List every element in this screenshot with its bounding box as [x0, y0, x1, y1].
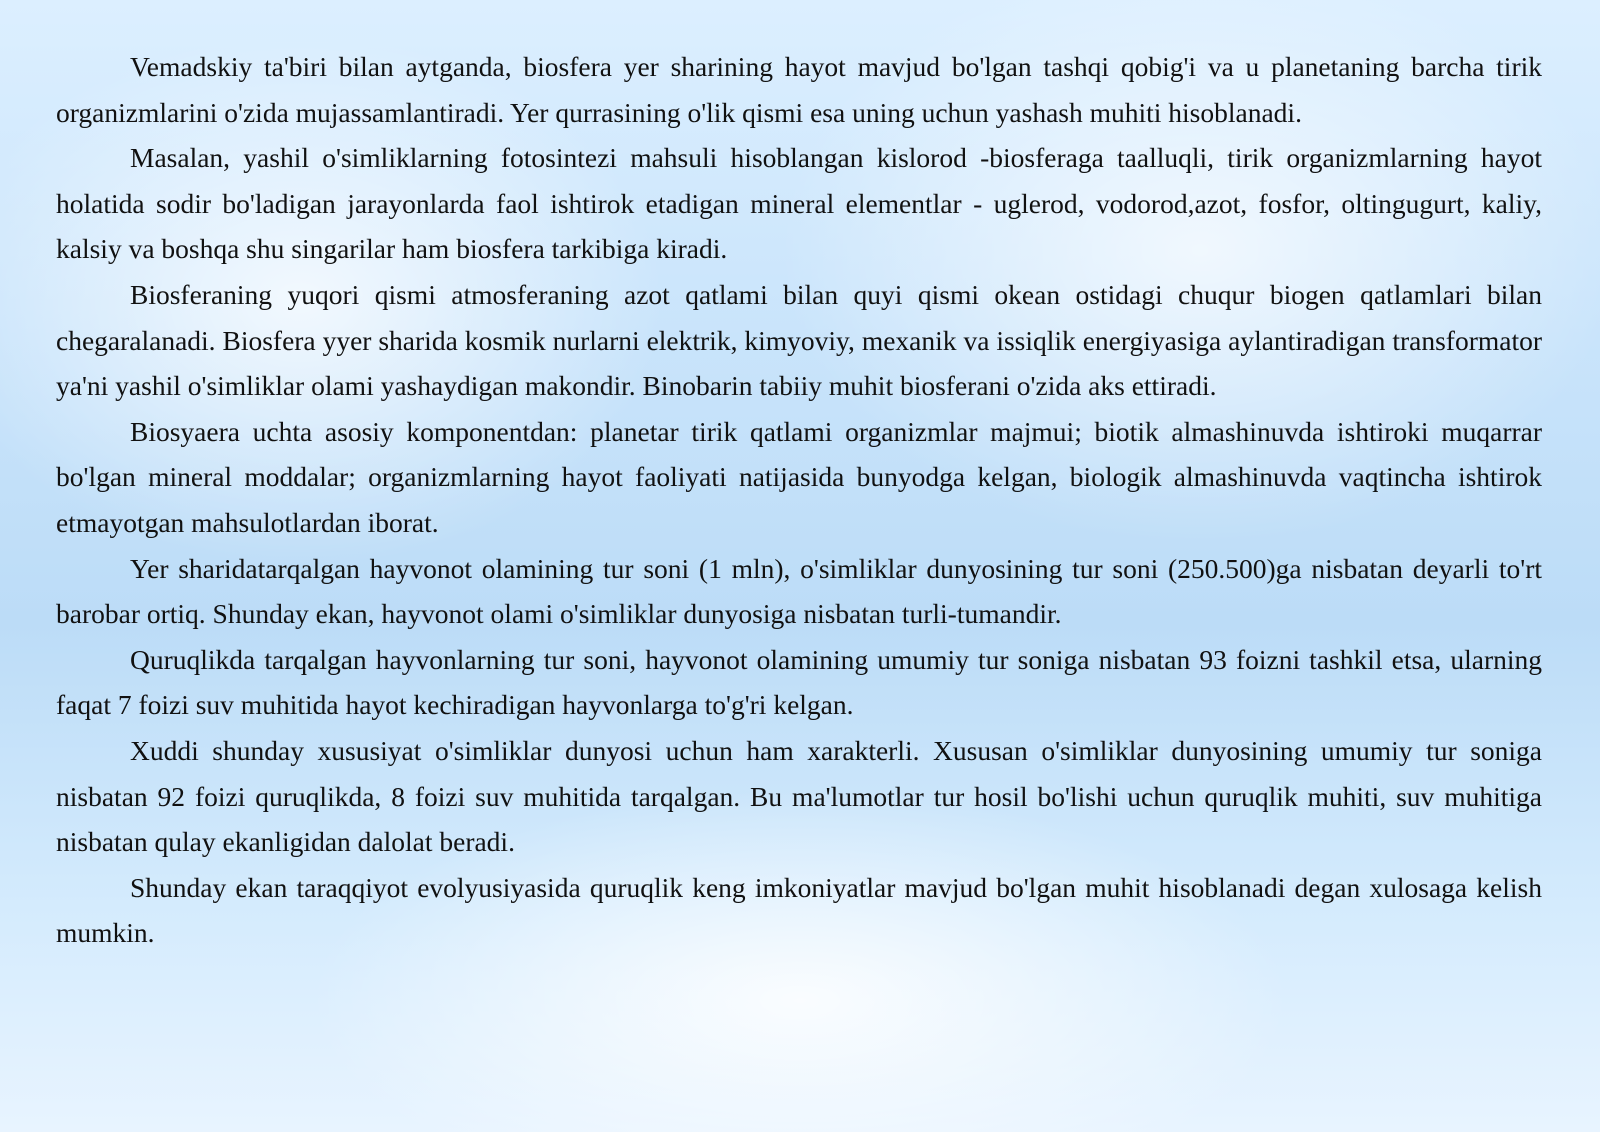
paragraph-7: Xuddi shunday xususiyat o'simliklar dunyosi uchun ham xarakterli. Xususan o'simliklar dunyosining umumiy tur soniga nisbatan 92 foizi quruqlikda, 8 foizi suv muhitida tarqalgan. Bu ma'lumotlar tur hosil bo'lishi uchun quruqlik muhiti, suv muhitiga nisbatan qulay ekanligidan dalolat beradi. [56, 734, 1542, 858]
paragraph-5: Yer sharidatarqalgan hayvonot olamining tur soni (1 mln), o'simliklar dunyosining tur soni (250.500)ga nisbatan deyarli to'rt barobar ortiq. Shunday ekan, hayvonot olami o'simliklar dunyosiga nisbatan turli-tumandir. [56, 552, 1542, 630]
paragraph-8: Shunday ekan taraqqiyot evolyusiyasida quruqlik keng imkoniyatlar mavjud bo'lgan muhit hisoblanadi degan xulosaga kelish mumkin. [56, 871, 1542, 949]
paragraph-4: Biosyaera uchta asosiy komponentdan: planetar tirik qatlami organizmlar majmui; biotik almashinuvda ishtiroki muqarrar bo'lgan mineral moddalar; organizmlarning hayot faoliyati natijasida bunyodga kelgan, biologik almashinuvda vaqtincha ishtirok etmayotgan mahsulotlardan iborat. [56, 415, 1542, 538]
paragraph-6: Quruqlikda tarqalgan hayvonlarning tur soni, hayvonot olamining umumiy tur soniga nisbatan 93 foizni tashkil etsa, ularning faqat 7 foizi suv muhitida hayot kechiradigan hayvonlarga to'g'ri kelgan. [56, 643, 1542, 721]
paragraph-1: Vemadskiy ta'biri bilan aytganda, biosfera yer sharining hayot mavjud bo'lgan tashqi qobig'i va u planetaning barcha tirik organizmlarini o'zida mujassamlantiradi. Yer qurrasining o'lik qismi esa uning uchun yashash muhiti hisoblanadi. [56, 51, 1542, 128]
paragraph-2: Masalan, yashil o'simliklarning fotosintezi mahsuli hisoblangan kislorod -biosferaga taalluqli, tirik organizmlarning hayot holatida sodir bo'ladigan jarayonlarda faol ishtirok etadigan mineral elementlar - uglerod, vodorod,azot, fosfor, oltingugurt, kaliy, kalsiy va boshqa shu singarilar ham biosfera tarkibiga kiradi. [56, 142, 1542, 265]
document-body [56, 44, 1542, 956]
paragraph-3: Biosferaning yuqori qismi atmosferaning azot qatlami bilan quyi qismi okean ostidagi chuqur biogen qatlamlari bilan chegaralanadi. Biosfera yyer sharida kosmik nurlarni elektrik, kimyoviy, mexanik va issiqlik energiyasiga aylantiradigan transformator ya'ni yashil o'simliklar olami yashaydigan makondir. Binobarin tabiiy muhit biosferani o'zida aks ettiradi. [56, 278, 1542, 402]
